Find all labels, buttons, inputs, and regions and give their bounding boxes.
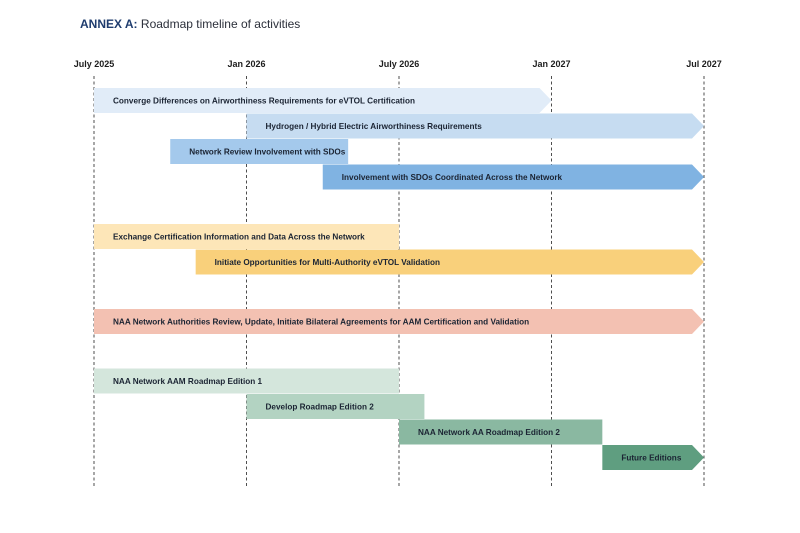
task-label: Initiate Opportunities for Multi-Authority eVTOL Validation [214,258,440,267]
task-label: NAA Network AAM Roadmap Edition 1 [113,377,263,386]
tick-label: July 2026 [378,59,420,69]
task-label: Hydrogen / Hybrid Electric Airworthiness Requirements [265,122,482,131]
task-label: Involvement with SDOs Coordinated Across the Network [341,173,563,182]
tick-label: Jan 2027 [532,59,571,69]
tick-label: Jan 2026 [227,59,266,69]
task-label: Exchange Certification Information and Data Across the Network [113,232,365,242]
task-label: Network Review Involvement with SDOs [189,147,346,157]
task-label: NAA Network Authorities Review, Update, Initiate Bilateral Agreements for AAM Certification and Validation [113,317,530,327]
annex-label: ANNEX A: [80,17,138,31]
task-label: NAA Network AA Roadmap Edition 2 [418,428,560,437]
title-text: Roadmap timeline of activities [140,17,301,31]
task-label: Develop Roadmap Edition 2 [265,402,374,412]
tick-label: July 2025 [73,59,115,69]
task-label: Converge Differences on Airworthiness Requirements for eVTOL Certification [113,96,415,106]
task-label: Future Editions [621,453,682,463]
tick-label: Jul 2027 [686,59,722,69]
